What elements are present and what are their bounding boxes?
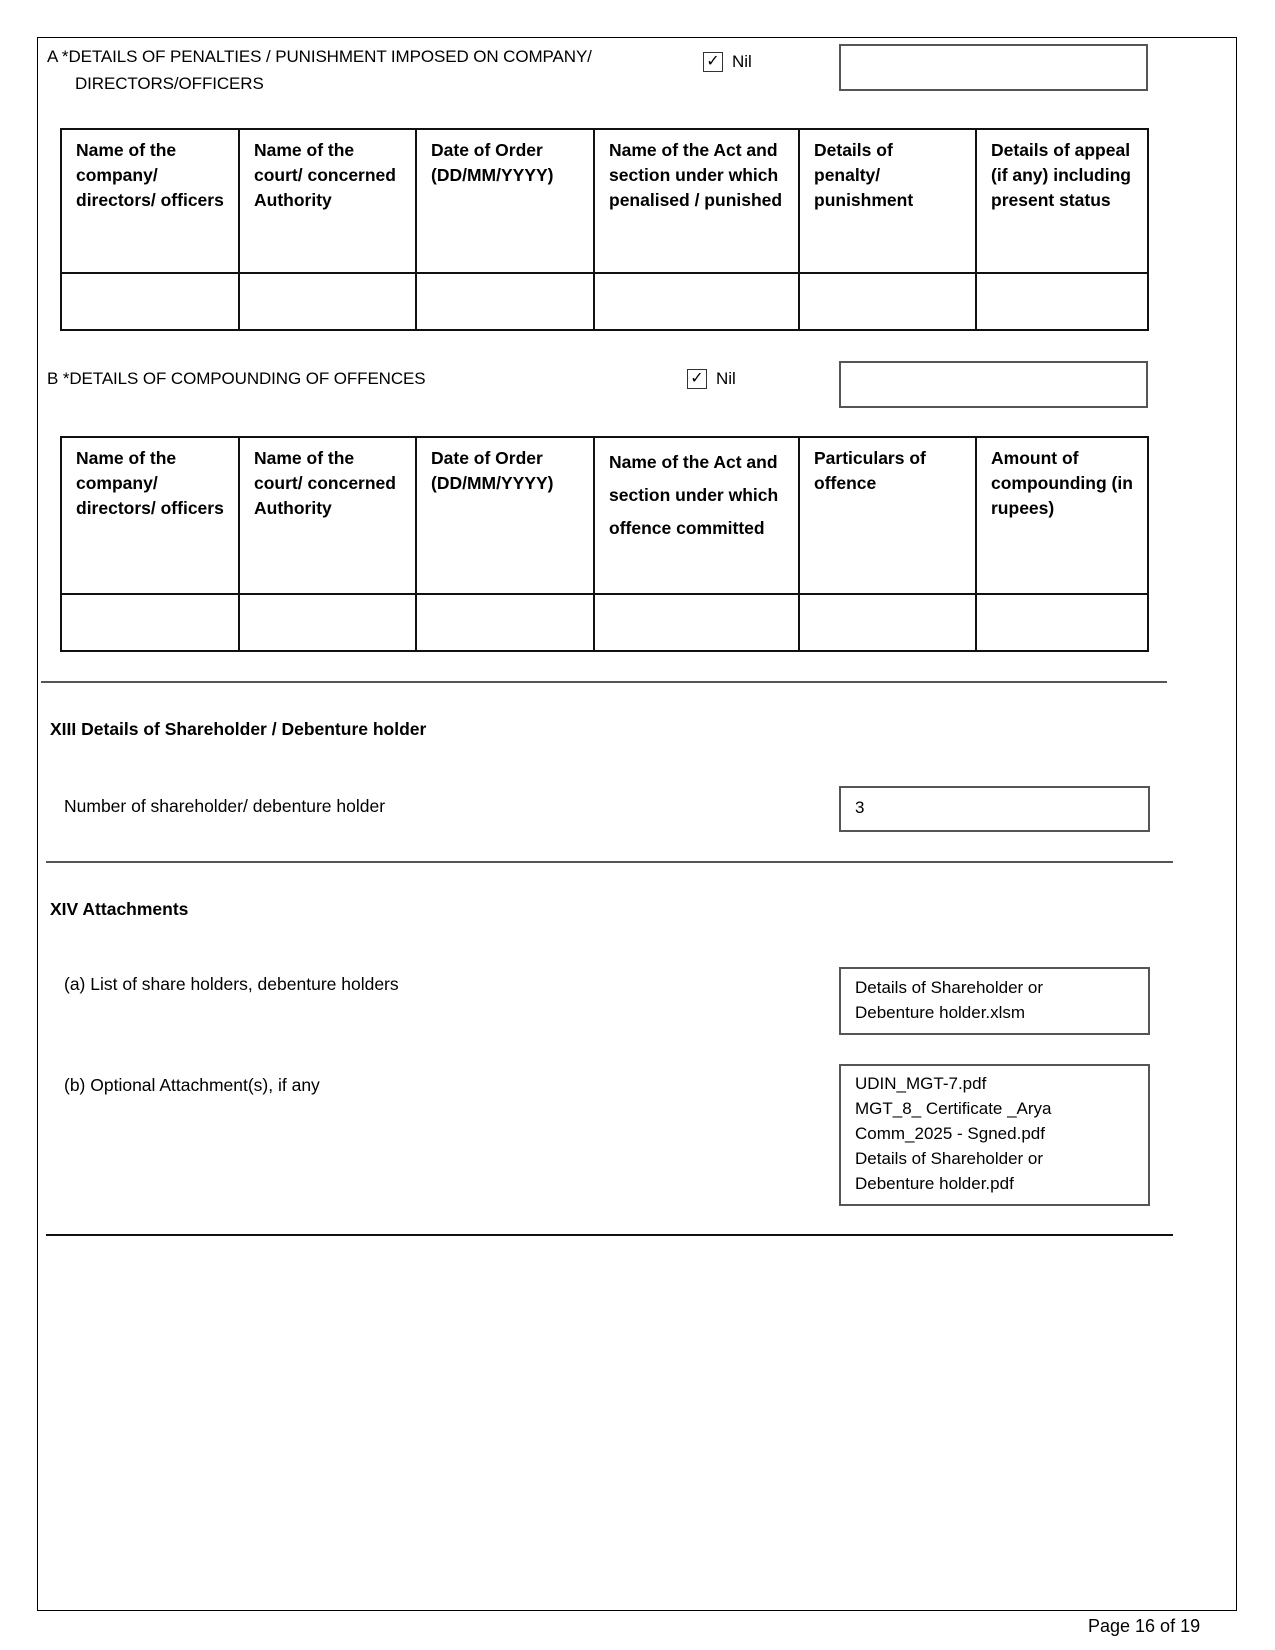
column-header: Name of the company/ directors/ officers [61, 129, 239, 273]
attachment-file-name[interactable]: Details of Shareholder or Debenture holder.xlsm [855, 978, 1044, 1022]
section-divider [46, 861, 1173, 863]
penalties-table [60, 128, 1149, 331]
shareholder-count-value: 3 [855, 798, 865, 817]
column-header: Details of appeal (if any) including present status [976, 129, 1148, 273]
section-b-nil-input[interactable] [839, 361, 1148, 408]
column-header: Amount of compounding (in rupees) [976, 437, 1148, 594]
column-header: Details of penalty/ punishment [799, 129, 976, 273]
table-cell[interactable] [61, 273, 239, 330]
column-header: Date of Order (DD/MM/YYYY) [416, 129, 594, 273]
section-a-title-line2: DIRECTORS/OFFICERS [75, 74, 264, 93]
checkbox-checked-icon[interactable]: ✓ [703, 52, 723, 72]
attachment-file-name[interactable]: UDIN_MGT-7.pdf [855, 1074, 987, 1093]
table-row [61, 594, 1148, 651]
table-cell[interactable] [239, 594, 416, 651]
attachment-a-file-box[interactable] [839, 967, 1150, 1035]
attachment-b-label: (b) Optional Attachment(s), if any [64, 1075, 320, 1095]
checkbox-checked-icon[interactable]: ✓ [687, 369, 707, 389]
column-header: Particulars of offence [799, 437, 976, 594]
column-header: Name of the Act and section under which penalised / punished [594, 129, 799, 273]
table-header-row [61, 129, 1148, 273]
section-a-nil-input[interactable] [839, 44, 1148, 91]
column-header: Name of the court/ concerned Authority [239, 129, 416, 273]
table-cell[interactable] [416, 594, 594, 651]
column-header: Name of the Act and section under which offence committed [594, 437, 799, 594]
attachment-b-file-box[interactable] [839, 1064, 1150, 1206]
table-cell[interactable] [594, 594, 799, 651]
shareholder-count-label: Number of shareholder/ debenture holder [64, 796, 386, 816]
table-row [61, 273, 1148, 330]
table-cell[interactable] [976, 594, 1148, 651]
section-a-nil-checkbox[interactable] [703, 52, 752, 72]
attachment-file-name[interactable]: MGT_8_ Certificate _Arya Comm_2025 - Sgned.pdf [855, 1099, 1052, 1143]
table-cell[interactable] [416, 273, 594, 330]
section-b-title: B *DETAILS OF COMPOUNDING OF OFFENCES [47, 369, 426, 388]
attachment-a-label: (a) List of share holders, debenture holders [64, 974, 399, 994]
section-a-title-line1: A *DETAILS OF PENALTIES / PUNISHMENT IMPOSED ON COMPANY/ [47, 47, 592, 66]
table-header-row [61, 437, 1148, 594]
column-header: Date of Order (DD/MM/YYYY) [416, 437, 594, 594]
shareholder-count-input[interactable] [839, 786, 1150, 832]
section-divider [41, 681, 1167, 683]
section-b-nil-checkbox[interactable] [687, 369, 736, 389]
page-number: Page 16 of 19 [1088, 1616, 1201, 1636]
table-cell[interactable] [799, 273, 976, 330]
section-a-title [47, 43, 687, 97]
section-xiii-heading: XIII Details of Shareholder / Debenture holder [50, 719, 427, 739]
table-cell[interactable] [976, 273, 1148, 330]
table-cell[interactable] [594, 273, 799, 330]
attachment-file-name[interactable]: Details of Shareholder or Debenture holder.pdf [855, 1149, 1044, 1193]
section-xiv-heading: XIV Attachments [50, 899, 189, 919]
nil-label: Nil [716, 369, 736, 388]
table-cell[interactable] [799, 594, 976, 651]
table-cell[interactable] [61, 594, 239, 651]
nil-label: Nil [732, 52, 752, 71]
table-cell[interactable] [239, 273, 416, 330]
column-header: Name of the company/ directors/ officers [61, 437, 239, 594]
section-divider [46, 1234, 1173, 1236]
compounding-table [60, 436, 1149, 652]
column-header: Name of the court/ concerned Authority [239, 437, 416, 594]
